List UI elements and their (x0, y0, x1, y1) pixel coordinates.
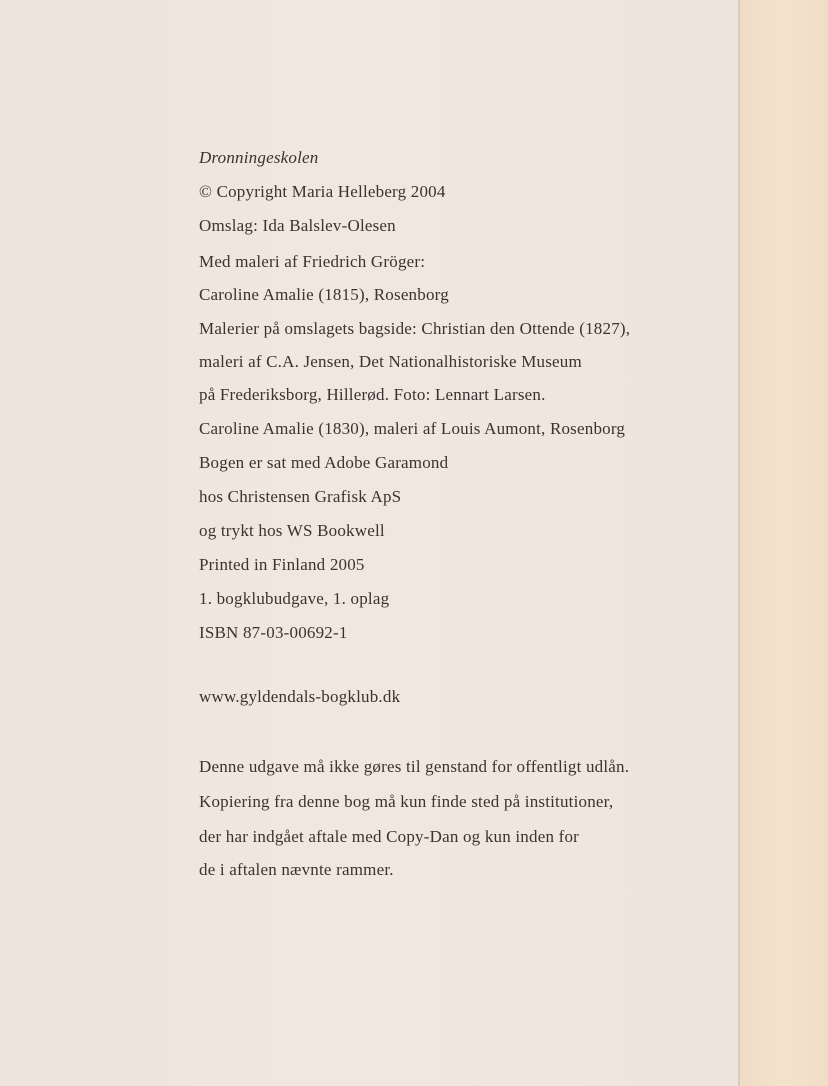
location-photo-line: på Frederiksborg, Hillerød. Foto: Lennart Larsen. (199, 385, 546, 404)
cover-designer-line: Omslag: Ida Balslev-Olesen (199, 216, 396, 235)
edition-line: 1. bogklubudgave, 1. oplag (199, 589, 390, 608)
printed-in-line: Printed in Finland 2005 (199, 555, 365, 574)
copyright-line: © Copyright Maria Helleberg 2004 (199, 182, 446, 201)
notice-line-3: der har indgået aftale med Copy-Dan og kun inden for (199, 827, 580, 846)
typeface-line: Bogen er sat med Adobe Garamond (199, 453, 449, 472)
printer-line: og trykt hos WS Bookwell (199, 521, 385, 540)
notice-line-2: Kopiering fra denne bog må kun finde sted på institutioner, (199, 792, 614, 811)
isbn-line: ISBN 87-03-00692-1 (199, 623, 348, 642)
website-line: www.gyldendals-bogklub.dk (199, 687, 401, 706)
cover-painting-line: Med maleri af Friedrich Gröger: (199, 252, 426, 271)
book-title: Dronningeskolen (199, 148, 319, 167)
adjacent-page (740, 0, 828, 1086)
back-cover-paintings-line: Malerier på omslagets bagside: Christian den Ottende (1827), (199, 319, 631, 338)
second-painting-line: Caroline Amalie (1830), maleri af Louis Aumont, Rosenborg (199, 419, 626, 438)
painter-museum-line: maleri af C.A. Jensen, Det Nationalhistoriske Museum (199, 352, 582, 371)
notice-line-1: Denne udgave må ikke gøres til genstand for offentligt udlån. (199, 757, 630, 776)
cover-painting-title-line: Caroline Amalie (1815), Rosenborg (199, 285, 449, 304)
typesetter-line: hos Christensen Grafisk ApS (199, 487, 402, 506)
notice-line-4: de i aftalen nævnte rammer. (199, 860, 394, 879)
